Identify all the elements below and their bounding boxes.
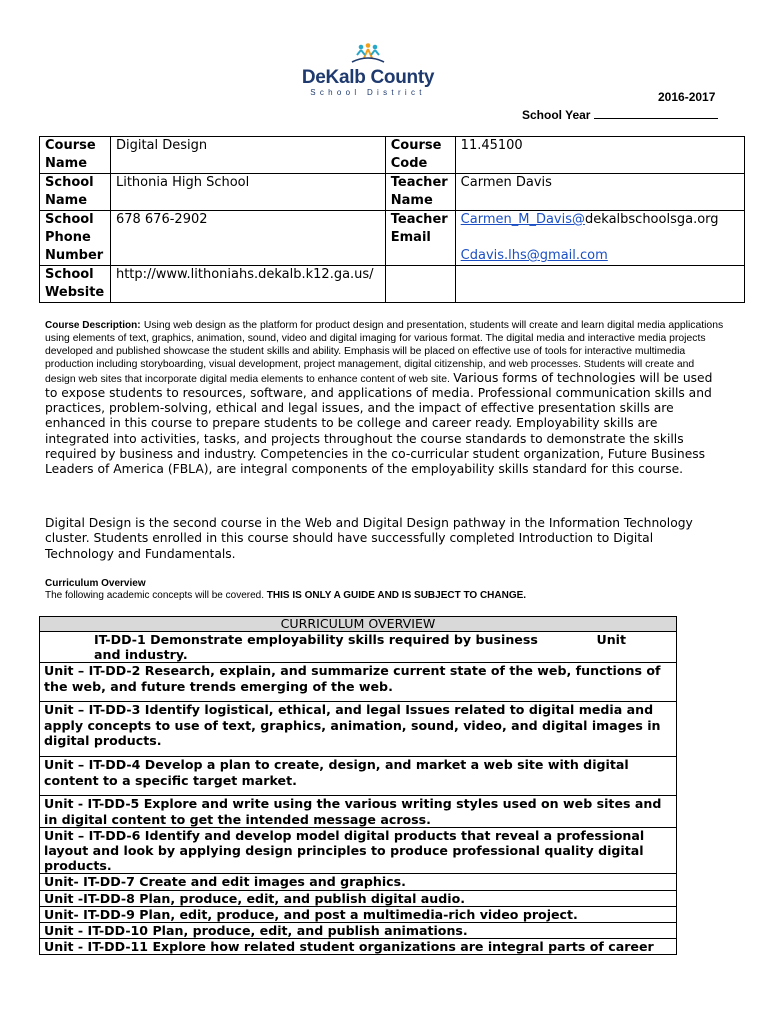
logo-subtitle: School District bbox=[310, 88, 426, 97]
school-website-value: http://www.lithoniahs.dekalb.k12.ga.us/ bbox=[110, 266, 385, 303]
curriculum-row: Unit - IT-DD-11 Explore how related student organizations are integral parts of career bbox=[40, 939, 677, 955]
curriculum-row: Unit- IT-DD-7 Create and edit images and graphics. bbox=[40, 874, 677, 890]
table-header-row bbox=[40, 617, 677, 632]
curriculum-row: Unit – IT-DD-3 Identify logistical, ethical, and legal Issues related to digital media and apply concepts to use of text, graphics, animation, sound, video, and digital images in digital products. bbox=[40, 702, 677, 757]
course-code-label: Course Code bbox=[385, 137, 455, 174]
school-phone-value: 678 676-2902 bbox=[110, 211, 385, 266]
course-code-value: 11.45100 bbox=[455, 137, 744, 174]
table-row bbox=[40, 702, 677, 757]
curriculum-row-unit-label: Unit bbox=[596, 632, 626, 647]
curriculum-row: Unit – IT-DD-4 Develop a plan to create, design, and market a web site with digital content to a specific target market. bbox=[40, 757, 677, 796]
curriculum-overview-intro bbox=[45, 590, 526, 601]
curriculum-row: Unit – IT-DD-2 Research, explain, and summarize current state of the web, functions of the web, and future trends emerging of the web. bbox=[40, 663, 677, 702]
curriculum-row: Unit- IT-DD-9 Plan, edit, produce, and post a multimedia-rich video project. bbox=[40, 906, 677, 922]
table-row bbox=[40, 266, 745, 303]
curriculum-overview-table bbox=[39, 616, 677, 955]
table-row bbox=[40, 174, 745, 211]
course-description-text: Using web design as the platform for product design and presentation, students will create and learn digital media applications using elements of text, graphics, animation, sound, video and digital imaging for various format. The digital media and interactive media projects developed and published showcase the student skills and ability. Emphasis will be placed on effective use of tools for interactive multimedia production including storyboarding, visual development, project management, digital citizenship, and web processes. Students will create and design web sites that incorporate digital media elements to enhance content of web site. bbox=[45, 320, 724, 385]
teacher-email-cell bbox=[455, 211, 744, 266]
teacher-name-label: Teacher Name bbox=[385, 174, 455, 211]
table-row bbox=[40, 923, 677, 939]
course-description-text-continued: Various forms of technologies will be used to expose students to resources, software, and applications of media. Professional communication skills and practices, problem-solving, ethical and legal issues, and the impact of effective presentation skills are enhanced in this course to prepare students to be college and career ready. Employability skills are integrated into activities, tasks, and projects throughout the course standards to demonstrate the skills required by business and industry. Competencies in the co-curricular student organization, Future Business Leaders of America (FBLA), are integral components of the employability skills standard for this course. bbox=[45, 370, 713, 477]
school-website-label: School Website bbox=[40, 266, 111, 303]
course-name-value: Digital Design bbox=[110, 137, 385, 174]
curriculum-intro-text: The following academic concepts will be covered. bbox=[45, 590, 264, 601]
teacher-email-link[interactable]: Carmen_M_Davis@ bbox=[460, 212, 586, 227]
teacher-email-domain: dekalbschoolsga.org bbox=[585, 212, 719, 227]
table-row bbox=[40, 874, 677, 890]
school-year-label: School Year bbox=[522, 108, 591, 122]
teacher-email-label: Teacher Email bbox=[385, 211, 455, 266]
table-row bbox=[40, 890, 677, 906]
table-row bbox=[40, 137, 745, 174]
empty-cell bbox=[385, 266, 455, 303]
table-row bbox=[40, 939, 677, 955]
school-year-value: 2016-2017 bbox=[658, 90, 716, 104]
table-row bbox=[40, 663, 677, 702]
curriculum-row: Unit - IT-DD-5 Explore and write using the various writing styles used on web sites and in digital content to get the intended message across. bbox=[40, 796, 677, 827]
curriculum-intro-warning: THIS IS ONLY A GUIDE AND IS SUBJECT TO CHANGE. bbox=[266, 590, 527, 601]
table-row bbox=[40, 632, 677, 663]
teacher-alt-email-link[interactable]: Cdavis.lhs@gmail.com bbox=[460, 248, 608, 263]
logo-name: DeKalb County bbox=[301, 67, 435, 88]
curriculum-row-text: IT-DD-1 Demonstrate employability skills required by business and industry. bbox=[94, 632, 538, 663]
table-row bbox=[40, 211, 745, 266]
pathway-paragraph: Digital Design is the second course in the Web and Digital Design pathway in the Information Technology cluster. Students enrolled in this course should have successfully completed Introduction to Digital Technology and Fundamentals. bbox=[45, 516, 693, 561]
table-row bbox=[40, 827, 677, 874]
course-description bbox=[45, 319, 725, 478]
school-year-blank-line bbox=[594, 107, 718, 119]
curriculum-table-header: CURRICULUM OVERVIEW bbox=[40, 617, 677, 632]
school-year-field bbox=[522, 107, 718, 122]
school-name-label: School Name bbox=[40, 174, 111, 211]
school-name-value: Lithonia High School bbox=[110, 174, 385, 211]
course-name-label: Course Name bbox=[40, 137, 111, 174]
empty-cell bbox=[455, 266, 744, 303]
school-phone-label: School Phone Number bbox=[40, 211, 111, 266]
curriculum-row: Unit -IT-DD-8 Plan, produce, edit, and publish digital audio. bbox=[40, 890, 677, 906]
course-description-heading: Course Description: bbox=[45, 320, 141, 331]
district-logo bbox=[300, 42, 436, 102]
teacher-name-value: Carmen Davis bbox=[455, 174, 744, 211]
people-logo-icon bbox=[348, 42, 388, 66]
curriculum-row bbox=[40, 632, 677, 663]
course-info-table bbox=[39, 136, 745, 303]
table-row bbox=[40, 906, 677, 922]
curriculum-row: Unit – IT-DD-6 Identify and develop model digital products that reveal a professional layout and look by applying design principles to produce professional quality digital products. bbox=[40, 827, 677, 874]
table-row bbox=[40, 757, 677, 796]
table-row bbox=[40, 796, 677, 827]
curriculum-overview-heading: Curriculum Overview bbox=[45, 578, 146, 589]
curriculum-row: Unit - IT-DD-10 Plan, produce, edit, and publish animations. bbox=[40, 923, 677, 939]
